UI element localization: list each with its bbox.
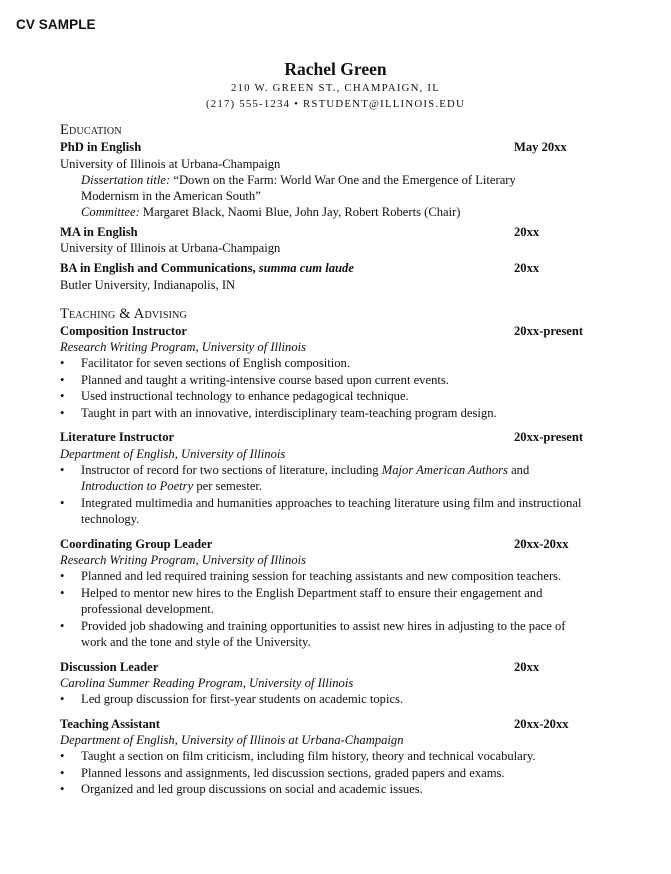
bullet-text: work and the tone and style of the University. xyxy=(81,635,311,649)
bullet-text: per semester. xyxy=(193,479,263,493)
dissertation-line-cont: Modernism in the American South” xyxy=(81,188,261,203)
duty-list xyxy=(60,748,620,798)
bullet-text: Planned and led required training session for teaching assistants and new composition teachers. xyxy=(81,569,562,583)
duty-list xyxy=(60,355,620,421)
education-entry-ma xyxy=(60,224,620,257)
list-item: • Planned lessons and assignments, led discussion sections, graded papers and exams. xyxy=(60,765,620,782)
list-item xyxy=(60,495,620,528)
list-item: • Taught a section on film criticism, including film history, theory and technical vocabulary. xyxy=(60,748,620,765)
role-title: Composition Instructor xyxy=(60,323,187,338)
school-name: University of Illinois at Urbana-Champaign xyxy=(60,156,281,171)
entry-date: 20xx xyxy=(514,659,540,674)
course-title: Introduction to Poetry xyxy=(81,479,194,493)
list-item xyxy=(60,618,620,651)
committee-line xyxy=(60,204,620,220)
dissertation-title: “Down on the Farm: World War One and the Emergence of Literary xyxy=(170,172,516,187)
page-label: CV SAMPLE xyxy=(16,17,96,32)
school-name: University of Illinois at Urbana-Champaign xyxy=(60,241,281,255)
dissertation-line xyxy=(60,172,620,188)
list-item xyxy=(60,585,620,618)
degree-honors: summa cum laude xyxy=(258,261,354,275)
list-item: • Taught in part with an innovative, interdisciplinary team-teaching program design. xyxy=(60,405,620,422)
committee-members: Margaret Black, Naomi Blue, John Jay, Robert Roberts (Chair) xyxy=(139,204,461,219)
teaching-entry-coordinating xyxy=(60,536,620,651)
candidate-name: Rachel Green xyxy=(284,59,387,79)
list-item: • Facilitator for seven sections of English composition. xyxy=(60,355,620,372)
bullet-text: and xyxy=(507,462,530,477)
organization: Department of English, University of Illinois xyxy=(60,446,286,461)
role-title: Discussion Leader xyxy=(60,659,159,674)
contact-separator: • xyxy=(294,98,300,110)
education-entry-ba xyxy=(60,260,620,293)
organization: Carolina Summer Reading Program, University of Illinois xyxy=(60,676,354,690)
bullet-text: Helped to mentor new hires to the English Department staff to ensure their engagement and xyxy=(81,585,543,600)
teaching-entry-assistant xyxy=(60,716,620,798)
list-item: • Used instructional technology to enhance pedagogical technique. xyxy=(60,388,620,405)
entry-date: 20xx-present xyxy=(514,430,584,444)
contact-line xyxy=(0,96,671,112)
entry-date: 20xx-20xx xyxy=(514,536,569,551)
entry-date: 20xx-present xyxy=(514,323,584,338)
entry-date: 20xx xyxy=(514,224,540,239)
phone: (217) 555-1234 xyxy=(205,98,291,110)
duty-list xyxy=(60,568,620,651)
list-item xyxy=(60,462,620,495)
section-title-teaching: Teaching & Advising xyxy=(60,305,187,322)
bullet-text: Instructor of record for two sections of literature, including xyxy=(81,462,382,477)
organization: Research Writing Program, University of Illinois xyxy=(60,553,307,567)
resume-body xyxy=(60,121,620,802)
role-title: Coordinating Group Leader xyxy=(60,536,213,551)
education-entry-phd xyxy=(60,139,620,220)
list-item: • Planned and taught a writing-intensive course based upon current events. xyxy=(60,372,620,389)
address-line: 210 W. GREEN ST., CHAMPAIGN, IL xyxy=(230,82,441,94)
course-title: Major American Authors xyxy=(381,462,508,477)
teaching-entry-composition xyxy=(60,323,620,422)
organization: Department of English, University of Illinois at Urbana-Champaign xyxy=(60,733,404,747)
resume-header xyxy=(0,58,671,112)
duty-list xyxy=(60,462,620,528)
dissertation-label: Dissertation title: xyxy=(81,172,171,187)
teaching-entry-literature xyxy=(60,429,620,528)
bullet-text: professional development. xyxy=(81,602,214,616)
duty-list xyxy=(60,691,620,708)
bullet-text: Integrated multimedia and humanities approaches to teaching literature using film and instructional xyxy=(81,495,582,510)
organization: Research Writing Program, University of Illinois xyxy=(60,340,307,354)
entry-date: 20xx xyxy=(514,261,540,275)
teaching-entry-discussion xyxy=(60,659,620,708)
degree-title: BA in English and Communications, xyxy=(60,261,259,275)
entry-date: May 20xx xyxy=(514,140,567,154)
role-title: Teaching Assistant xyxy=(60,716,160,731)
list-item: • Organized and led group discussions on social and academic issues. xyxy=(60,781,620,798)
section-title-education: Education xyxy=(60,122,122,138)
email: RSTUDENT@ILLINOIS.EDU xyxy=(303,98,466,110)
degree-title: PhD in English xyxy=(60,140,142,154)
bullet-text: Provided job shadowing and training opportunities to assist new hires in adjusting to the pace of xyxy=(81,618,566,633)
committee-label: Committee: xyxy=(81,204,140,219)
role-title: Literature Instructor xyxy=(60,430,175,444)
degree-title: MA in English xyxy=(60,224,138,239)
list-item: • Led group discussion for first-year students on academic topics. xyxy=(60,691,620,708)
school-name: Butler University, Indianapolis, IN xyxy=(60,277,236,292)
entry-date: 20xx-20xx xyxy=(514,716,569,731)
bullet-text: technology. xyxy=(81,512,140,526)
list-item xyxy=(60,568,620,585)
